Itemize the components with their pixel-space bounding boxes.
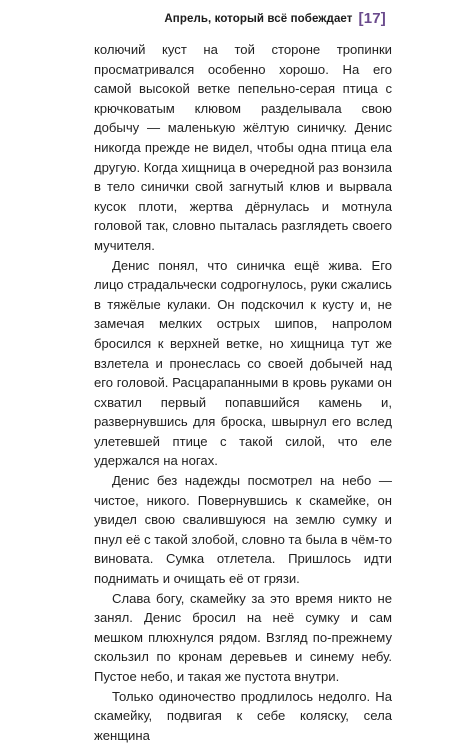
paragraph: колючий куст на той стороне тропинки просматривался особенно хорошо. На его самой высокой ветке пепельно-серая птица с крючковатым клювом разделывала свою добычу — маленькую жёлтую синичку. Денис никогда прежде не видел, чтобы одна птица ела другую. Когда хищница в очередной раз вонзила в тело синички свой загнутый клюв и вырвала кусок плоти, жертва дёрнулась и мотнула головой так, словно пыталась разглядеть своего мучителя.	[94, 42, 392, 253]
page-number: [17]	[358, 10, 386, 27]
paragraph: Денис понял, что синичка ещё жива. Его лицо страдальчески содрогнулось, руки сжались в тяжёлые кулаки. Он подскочил к кусту и, не замечая мелких острых шипов, напролом бросился к верхней ветке, но хищница тут же взлетела и пронеслась со своей добычей над его головой. Расцарапанными в кровь руками он схватил первый попавшийся камень и, развернувшись для броска, швырнул его вслед улетевшей птице с такой силой, что еле удержался на ногах.	[94, 257, 392, 469]
paragraph: Слава богу, скамейку за это время никто не занял. Денис бросил на неё сумку и сам мешком плюхнулся рядом. Взгляд по-прежнему скользил по кронам деревьев и синему небу. Пустое небо, и такая же пустота внутри.	[94, 590, 392, 684]
running-title: Апрель, который всё побеждает	[164, 12, 353, 25]
paragraph: Денис без надежды посмотрел на небо — чистое, никого. Повернувшись к скамейке, он увидел свою свалившуюся на землю сумку и пнул её с такой злобой, словно та была в чём-то виновата. Сумка отлетела. Пришлось идти поднимать и очищать её от грязи.	[94, 473, 392, 587]
body-text	[94, 40, 392, 745]
paragraph: Только одиночество продлилось недолго. На скамейку, подвигая к себе коляску, села женщина	[94, 688, 392, 743]
running-header	[164, 10, 386, 27]
